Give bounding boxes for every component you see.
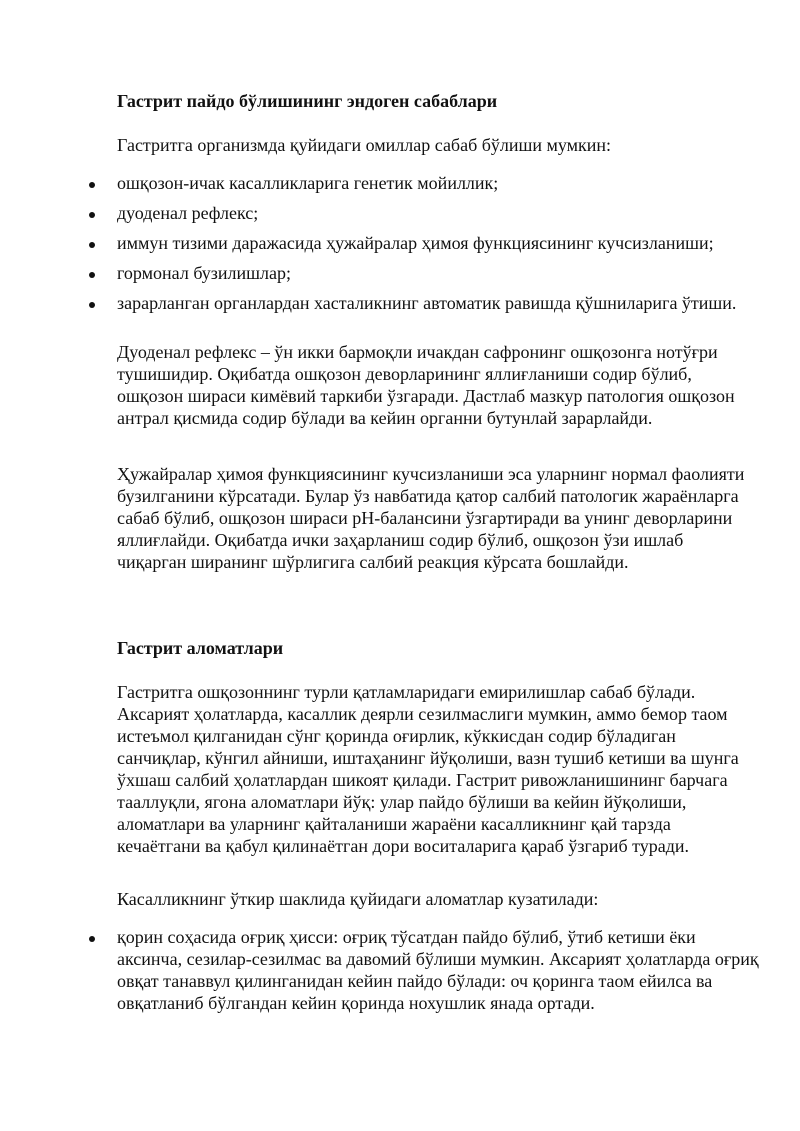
causes-intro: Гастритга организмда қуйидаги омиллар сабаб бўлиши мумкин: <box>117 135 612 155</box>
list-item: дуоденал рефлекс; <box>0 202 800 224</box>
list-item: қорин соҳасида оғриқ ҳисси: оғриқ тўсатдан пайдо бўлиб, ўтиб кетиши ёки аксинча, сезилар-сезилмас ва давомий бўлиши мумкин. Аксарият ҳолатларда оғриқ овқат танаввул қилинганидан кейин пайдо бўлади: оч қоринга таом ейилса ва овқатланиб бўлгандан кейин қоринда нохушлик янада ортади. <box>0 926 800 1014</box>
symptoms-paragraph: Гастритга ошқозоннинг турли қатламларидаги емирилишлар сабаб бўлади. Аксарият ҳолатларда, касаллик деярли сезилмаслиги мумкин, аммо бемор таом истеъмол қилганидан сўнг қоринда оғирлик, кўккисдан содир бўладиган санчиқлар, кўнгил айниши, иштаҳанинг йўқолиши, вазн тушиб кетиши ва шунга ўхшаш салбий ҳолатлардан шикоят қилади. Гастрит ривожланишининг барчага тааллуқли, ягона аломатлари йўқ: улар пайдо бўлиши ва кейин йўқолиши, аломатлари ва уларнинг қайталаниши жараёни касалликнинг қай тарзда кечаётгани ва қабул қилинаётган дори воситаларига қараб ўзгариб туради. <box>117 682 739 856</box>
list-item: ошқозон-ичак касалликларига генетик мойиллик; <box>0 172 800 194</box>
cell-protection-paragraph: Ҳужайралар ҳимоя функциясининг кучсизланиши эса уларнинг нормал фаолияти бузилганини кўрсатади. Булар ўз навбатида қатор салбий патологик жараёнларга сабаб бўлиб, ошқозон шираси рН-балансини ўзгартиради ва унинг деворларини яллиғлайди. Оқибатда ички заҳарланиш содир бўлиб, ошқозон ўзи ишлаб чиқарган ширанинг шўрлигига салбий реакция кўрсата бошлайди. <box>117 464 745 572</box>
bullet-icon <box>89 182 95 188</box>
bullet-icon <box>89 212 95 218</box>
bullet-icon <box>89 272 95 278</box>
acute-form-intro: Касалликнинг ўткир шаклида қуйидаги аломатлар кузатилади: <box>117 889 599 909</box>
symptoms-list <box>0 926 800 1014</box>
dudenal-reflex-paragraph: Дуоденал рефлекс – ўн икки бармоқли ичакдан сафронинг ошқозонга нотўғри тушишидир. Оқибатда ошқозон деворларининг яллиғланиши содир бўлиб, ошқозон шираси кимёвий таркиби ўзгаради. Дастлаб мазкур патология ошқозон антрал қисмида содир бўлади ва кейин органни бутунлай зарарлайди. <box>117 342 735 428</box>
causes-list <box>0 172 800 314</box>
list-item: иммун тизими даражасида ҳужайралар ҳимоя функциясининг кучсизланиши; <box>0 232 800 254</box>
bullet-icon <box>89 242 95 248</box>
bullet-icon <box>89 936 95 942</box>
bullet-icon <box>89 302 95 308</box>
list-item: гормонал бузилишлар; <box>0 262 800 284</box>
list-item: зарарланган органлардан хасталикнинг автоматик равишда қўшниларига ўтиши. <box>0 292 800 314</box>
section-heading-symptoms: Гастрит аломатлари <box>117 638 284 658</box>
section-heading-causes: Гастрит пайдо бўлишининг эндоген сабаблари <box>117 91 498 111</box>
